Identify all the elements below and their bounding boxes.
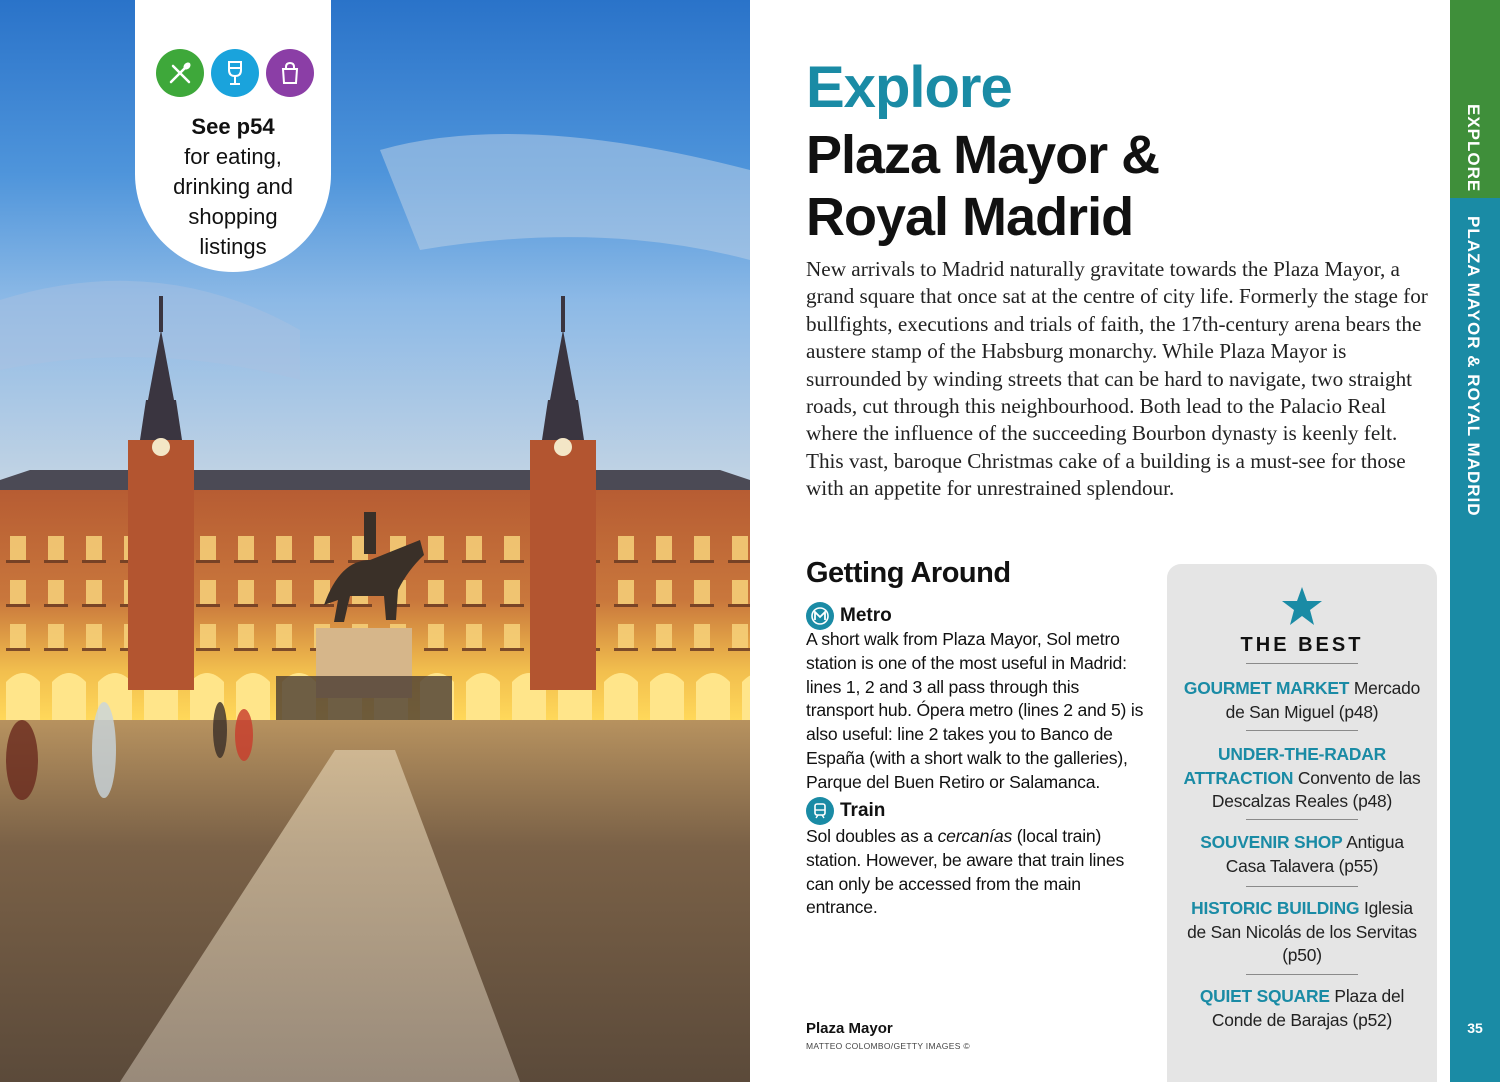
metro-description: A short walk from Plaza Mayor, Sol metro station is one of the most useful in Madrid: lines 1, 2 and 3 all pass through this transport hub. Ópera metro (lines 2 and 5) is also useful: line 2 takes you to Banco de España (with a short walk to the galleries), Parque del Buen Retiro or Salamanca. (806, 629, 1144, 792)
divider (1246, 819, 1358, 820)
listing-line: for eating, (184, 144, 282, 169)
metro-heading (806, 602, 892, 630)
train-icon (806, 797, 834, 825)
the-best-title: THE BEST (1240, 634, 1364, 656)
shopping-icon (266, 49, 314, 97)
intro-paragraph: New arrivals to Madrid naturally gravitate towards the Plaza Mayor, a grand square that once sat at the centre of city life. Formerly the stage for bullfights, executions and trials of faith, the 17th-century arena bears the austere stamp of the Habsburg monarchy. While Plaza Mayor is surrounded by winding streets that can be hard to navigate, two straight roads, cut through this neighbourhood. Both lead to the Palacio Real where the influence of the succeeding Bourbon dynasty is keenly felt. This vast, baroque Christmas cake of a building is a must-see for those with an appetite for unrestrained splendour. (806, 257, 1428, 501)
metro-icon (806, 602, 834, 630)
best-item-label: UNDER-THE-RADAR ATTRACTION (1183, 744, 1386, 788)
title-line-2: Royal Madrid (806, 187, 1134, 247)
listing-line: shopping (188, 204, 278, 229)
section-tab-label: PLAZA MAYOR & ROYAL MADRID (1464, 216, 1483, 517)
divider (1246, 663, 1358, 664)
train-text-part: Sol doubles as a (806, 826, 938, 846)
best-item-text: Plaza del Conde de Barajas (p52) (1211, 986, 1405, 1030)
train-label: Train (840, 800, 886, 821)
best-item[interactable] (1182, 985, 1422, 1032)
page-title (806, 124, 1159, 248)
the-best-box (1167, 564, 1437, 1082)
best-item-text: Antigua Casa Talavera (p55) (1225, 832, 1404, 876)
getting-around-heading: Getting Around (806, 557, 1011, 589)
listings-reference-card (135, 0, 331, 272)
explore-label: Explore (806, 55, 1012, 120)
train-heading (806, 797, 885, 825)
title-line-1: Plaza Mayor & (806, 125, 1160, 185)
photo-caption (806, 1020, 970, 1051)
best-item-text: Convento de las Descalzas Reales (p48) (1211, 767, 1421, 811)
best-item[interactable] (1182, 677, 1422, 724)
drinking-icon (211, 49, 259, 97)
best-item[interactable] (1182, 743, 1422, 814)
divider (1246, 974, 1358, 975)
train-text-italic: cercanías (937, 826, 1013, 846)
best-item-label: GOURMET MARKET (1183, 678, 1350, 698)
listing-line: drinking and (173, 174, 293, 199)
eating-icon (156, 49, 204, 97)
metro-label: Metro (840, 605, 892, 626)
section-side-tab[interactable] (1450, 198, 1500, 1082)
train-description (806, 825, 1146, 920)
divider (1246, 730, 1358, 731)
best-item-text: Iglesia de San Nicolás de los Servitas (p50) (1187, 898, 1417, 965)
best-item-text: Mercado de San Miguel (p48) (1225, 678, 1421, 722)
page-number: 35 (1467, 1020, 1483, 1036)
caption-title: Plaza Mayor (806, 1020, 893, 1037)
best-item[interactable] (1182, 831, 1422, 878)
train-text-part: (local train) station. However, be aware that train lines can only be accessed from the main entrance. (806, 826, 1125, 918)
listing-line: listings (199, 234, 267, 259)
divider (1246, 886, 1358, 887)
star-icon (1281, 586, 1323, 626)
best-item[interactable] (1182, 897, 1422, 968)
see-page-reference[interactable]: See p54 (191, 114, 275, 139)
explore-side-tab[interactable] (1450, 0, 1500, 198)
best-item-label: QUIET SQUARE (1199, 986, 1330, 1006)
explore-tab-label: EXPLORE (1464, 104, 1483, 193)
best-item-label: SOUVENIR SHOP (1200, 832, 1343, 852)
photo-credit: MATTEO COLOMBO/GETTY IMAGES © (806, 1041, 970, 1051)
best-item-label: HISTORIC BUILDING (1191, 898, 1360, 918)
